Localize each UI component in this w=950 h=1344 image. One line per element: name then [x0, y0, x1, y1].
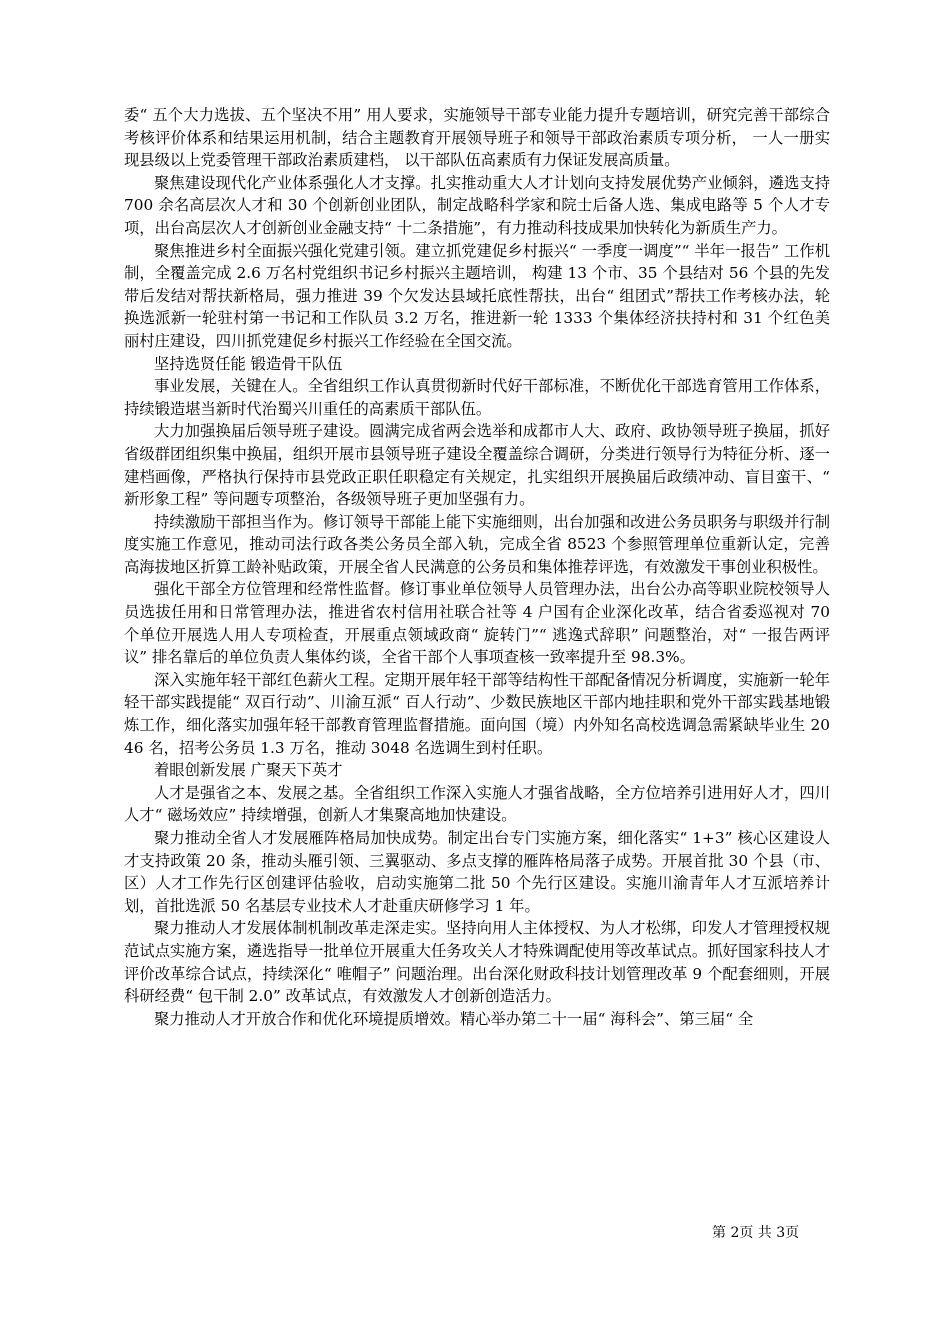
paragraph: 大力加强换届后领导班子建设。圆满完成省两会选举和成都市人大、政府、政协领导班子换届，抓好省级群团组织集中换届，组织开展市县领导班子建设全覆盖综合调研，分类进行领导行为特征分析、逐一建档画像，严格执行保持市县党政正职任职稳定有关规定，扎实组织开展换届后政绩冲动、盲目蛮干、“ 新形象工程” 等问题专项整治，各级领导班子更加坚强有力。 [124, 422, 830, 509]
document-body [124, 104, 830, 1030]
paragraph: 聚力推动人才发展体制机制改革走深走实。坚持向用人主体授权、为人才松绑，印发人才管理授权规范试点实施方案，遴选指导一批单位开展重大任务攻关人才特殊调配使用等改革试点。抓好国家科技人才评价改革综合试点，持续深化“ 唯帽子” 问题治理。出台深化财政科技计划管理改革 9 个配套细则，开展科研经费“ 包干制 2.0” 改革试点，有效激发人才创新创造活力。 [124, 919, 830, 1006]
section-heading: 着眼创新发展 广聚天下英才 [154, 761, 343, 780]
paragraph: 聚力推动全省人才发展雁阵格局加快成势。制定出台专门实施方案，细化落实“ 1+3” 核心区建设人才支持政策 20 条，推动头雁引领、三翼驱动、多点支撑的雁阵格局落子成势。开展首批 30 个县（市、区）人才工作先行区创建评估验收，启动实施第二批 50 个先行区建设。实施川渝青年人才互派培养计划，首批选派 50 名基层专业技术人才赴重庆研修学习 1 年。 [124, 829, 830, 915]
paragraph: 聚焦推进乡村全面振兴强化党建引领。建立抓党建促乡村振兴“ 一季度一调度”“ 半年一报告” 工作机制，全覆盖完成 2.6 万名村党组织书记乡村振兴主题培训， 构建 13 个市、35 个县结对 56 个县的先发带后发结对帮扶新格局，强力推进 39 个欠发达县域托底性帮扶，出台“ 组团式”帮扶工作考核办法，轮换选派新一轮驻村第一书记和工作队员 3.2 万名，推进新一轮 1333 个集体经济扶持村和 31 个红色美丽村庄建设，四川抓党建促乡村振兴工作经验在全国交流。 [124, 241, 830, 350]
paragraph: 委“ 五个大力选拔、五个坚决不用” 用人要求，实施领导干部专业能力提升专题培训，研究完善干部综合考核评价体系和结果运用机制，结合主题教育开展领导班子和领导干部政治素质专项分析， 一人一册实现县级以上党委管理干部政治素质建档， 以干部队伍高素质有力保证发展高质量。 [124, 106, 830, 170]
paragraph: 事业发展，关键在人。全省组织工作认真贯彻新时代好干部标准，不断优化干部选育管用工作体系，持续锻造堪当新时代治蜀兴川重任的高素质干部队伍。 [124, 377, 830, 418]
paragraph: 人才是强省之本、发展之基。全省组织工作深入实施人才强省战略，全方位培养引进用好人才，四川人才“ 磁场效应” 持续增强，创新人才集聚高地加快建设。 [124, 783, 830, 825]
paragraph: 聚力推动人才开放合作和优化环境提质增效。精心举办第二十一届“ 海科会”、第三届“ 全 [154, 1009, 754, 1028]
section-heading: 坚持选贤任能 锻造骨干队伍 [154, 354, 343, 373]
paragraph: 聚焦建设现代化产业体系强化人才支撑。扎实推动重大人才计划向支持发展优势产业倾斜，遴选支持 700 余名高层次人才和 30 个创新创业团队，制定战略科学家和院士后备人选、集成电路等 5 个人才专项，出台高层次人才创新创业金融支持“ 十二条措施”，有力推动科技成果加快转化为新质生产力。 [124, 173, 830, 237]
paragraph: 深入实施年轻干部红色薪火工程。定期开展年轻干部等结构性干部配备情况分析调度，实施新一轮年轻干部实践提能“ 双百行动”、川渝互派“ 百人行动”、少数民族地区干部内地挂职和党外干部实践基地锻炼工作，细化落实加强年轻干部教育管理监督措施。面向国（境）内外知名高校选调急需紧缺毕业生 2046 名，招考公务员 1.3 万名，推动 3048 名选调生到村任职。 [124, 670, 830, 757]
paragraph: 持续激励干部担当作为。修订领导干部能上能下实施细则，出台加强和改进公务员职务与职级并行制度实施工作意见，推动司法行政各类公务员全部入轨，完成全省 8523 个参照管理单位重新认定，完善高海拔地区折算工龄补贴政策，开展全省人民满意的公务员和集体推荐评选，有效激发干事创业积极性。 [124, 512, 830, 576]
page-footer: 第 2页 共 3页 [712, 1225, 800, 1241]
paragraph: 强化干部全方位管理和经常性监督。修订事业单位领导人员管理办法，出台公办高等职业院校领导人员选拔任用和日常管理办法，推进省农村信用社联合社等 4 户国有企业深化改革，结合省委巡视对 70 个单位开展选人用人专项检查，开展重点领域政商“ 旋转门”“ 逃逸式辞职” 问题整治，对“ 一报告两评议” 排名靠后的单位负责人集体约谈，全省干部个人事项查核一致率提升至 98.3%。 [124, 580, 830, 667]
